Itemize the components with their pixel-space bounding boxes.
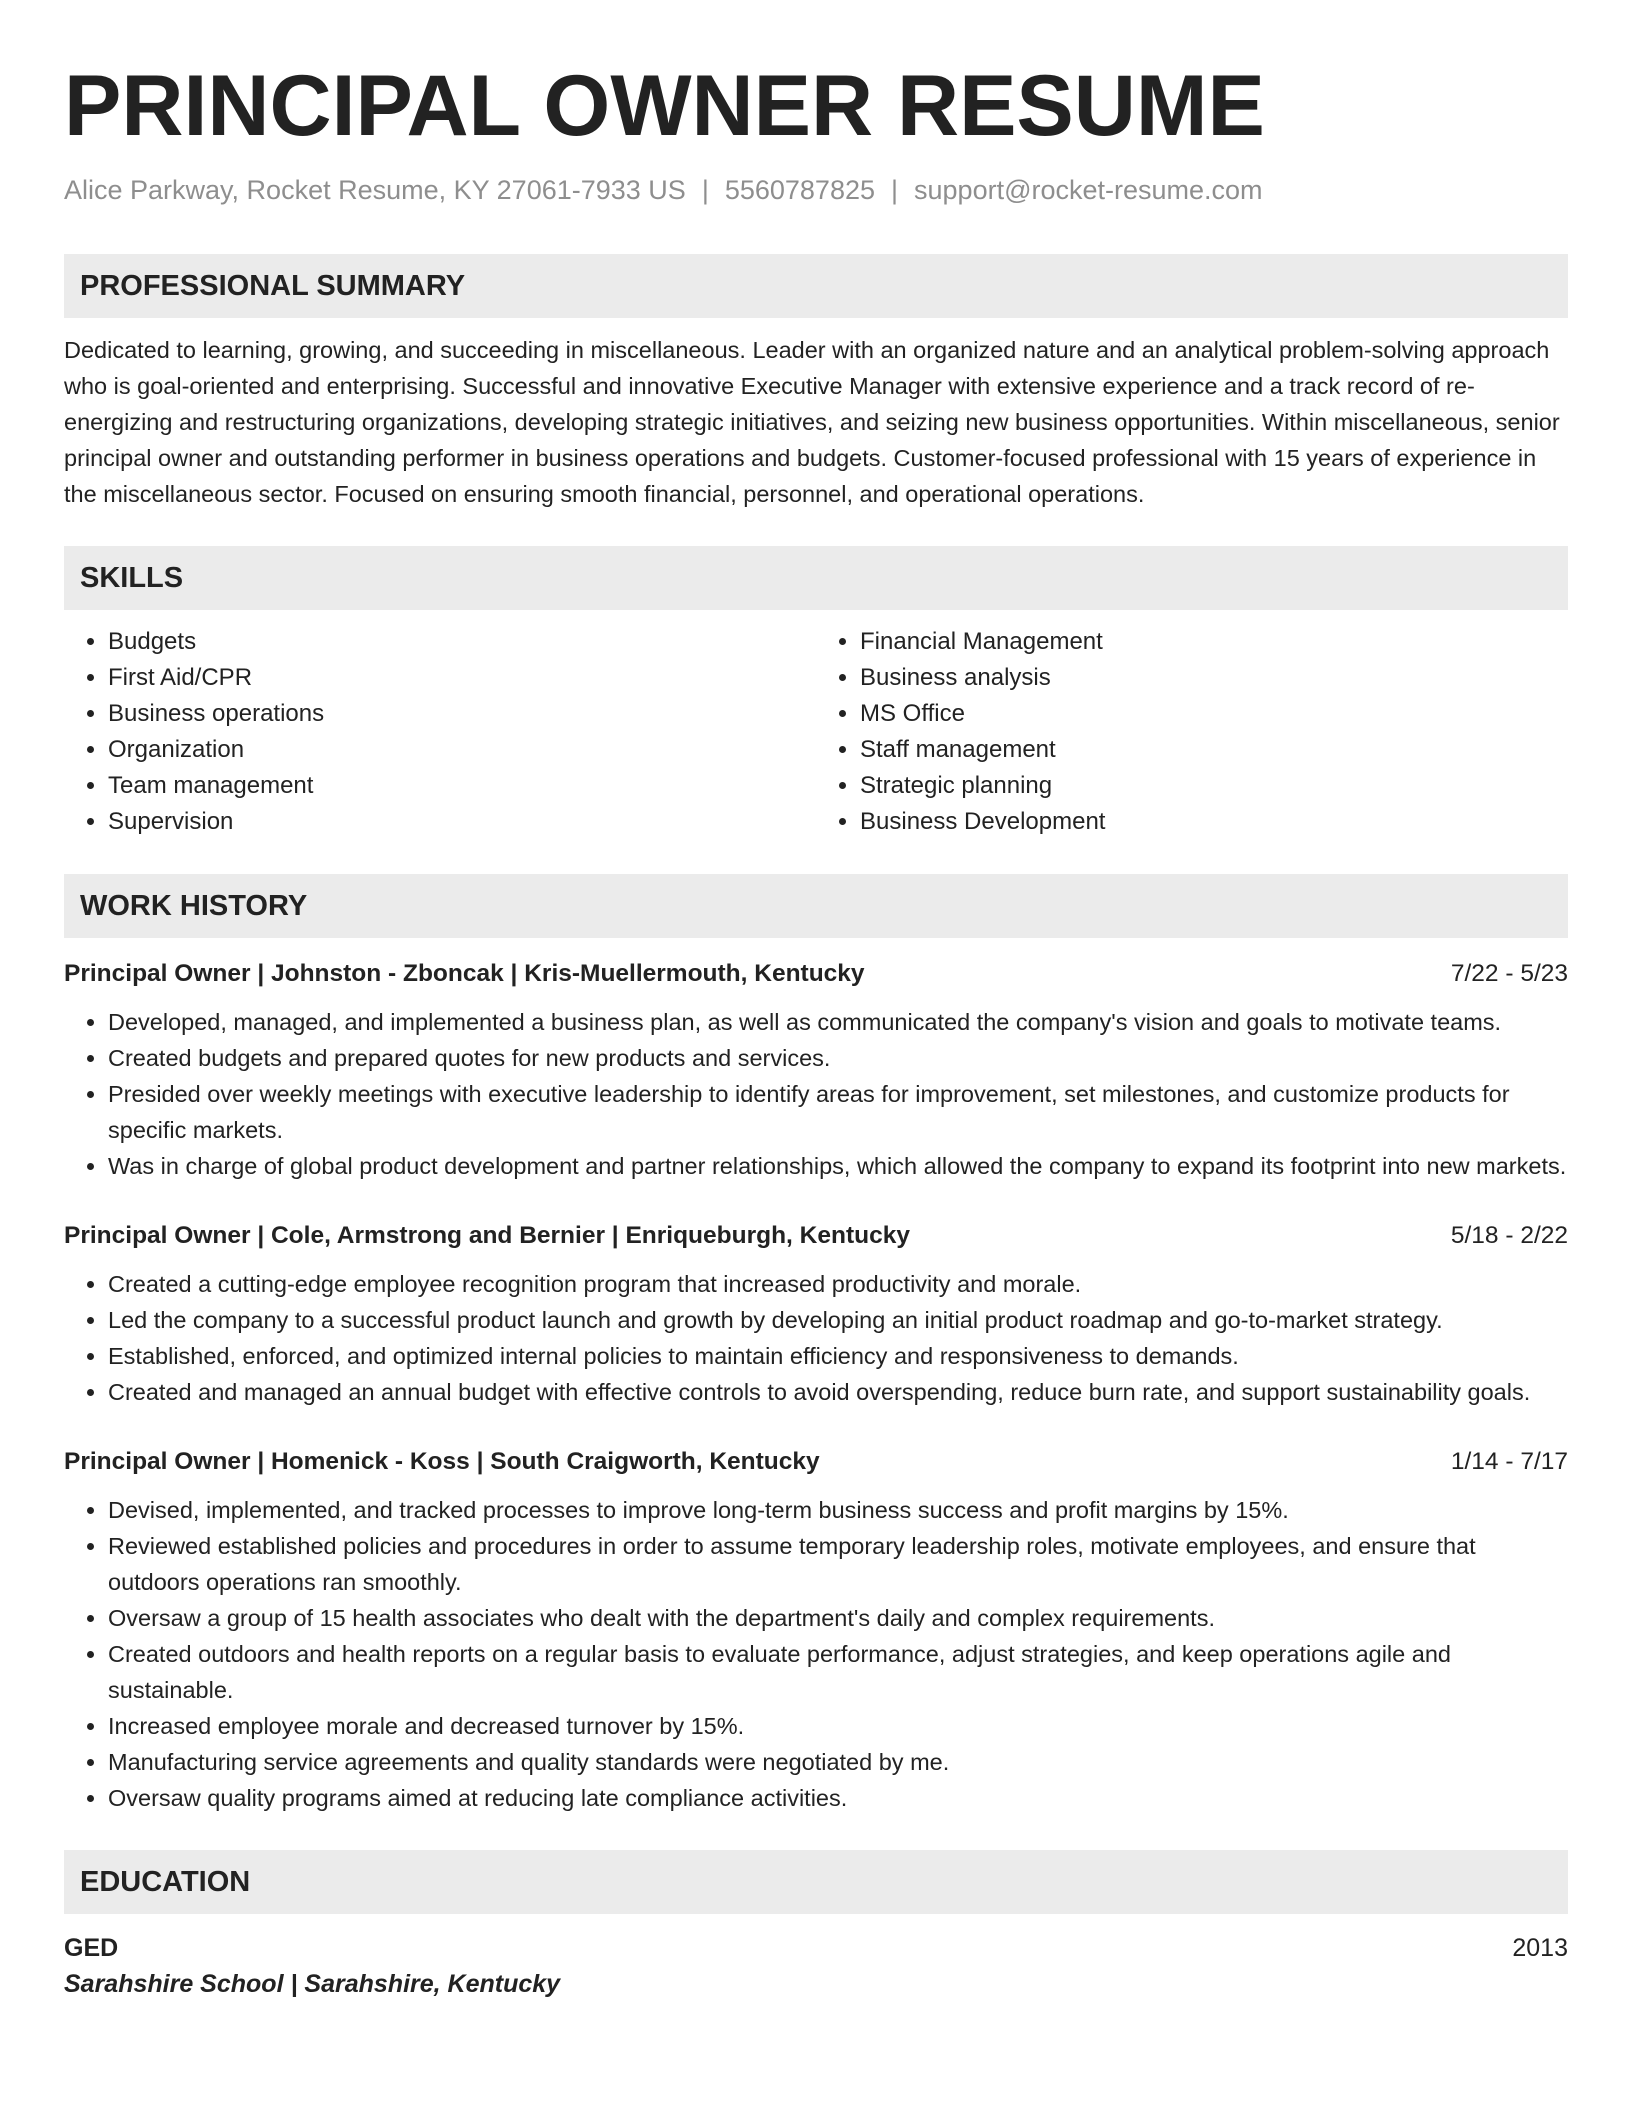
work-history-heading: WORK HISTORY [64, 874, 1568, 938]
contact-address: Alice Parkway, Rocket Resume, KY 27061-7933 US [64, 175, 686, 205]
skill-item: • MS Office [860, 696, 1568, 732]
skill-item: • Business Development [860, 804, 1568, 840]
skills-heading: SKILLS [64, 546, 1568, 610]
education-heading: EDUCATION [64, 1850, 1568, 1914]
summary-text: Dedicated to learning, growing, and succeeding in miscellaneous. Leader with an organized nature and an analytical problem-solving approach who is goal-oriented and enterprising. Successful and innovative Executive Manager with extensive experience and a track record of re-energizing and restructuring organizations, developing strategic initiatives, and seizing new business opportunities. Within miscellaneous, senior principal owner and outstanding performer in business operations and budgets. Customer-focused professional with 15 years of experience in the miscellaneous sector. Focused on ensuring smooth financial, personnel, and operational operations. [64, 337, 1560, 507]
job-bullet: • Created and managed an annual budget with effective controls to avoid overspending, reduce burn rate, and support sustainability goals. [108, 1374, 1568, 1410]
skill-item: • Budgets [108, 624, 816, 660]
skill-item: • Supervision [108, 804, 816, 840]
skill-item: • Organization [108, 732, 816, 768]
education-entry [64, 1930, 1568, 1966]
job-title: Principal Owner | Johnston - Zboncak | Kris-Muellermouth, Kentucky [64, 960, 865, 987]
education-year: 2013 [1512, 1934, 1568, 1962]
job-bullet: • Created a cutting-edge employee recognition program that increased productivity and morale. [108, 1266, 1568, 1302]
education-degree: GED [64, 1934, 119, 1962]
job-header [64, 1444, 1568, 1480]
job-bullet: • Led the company to a successful product launch and growth by developing an initial product roadmap and go-to-market strategy. [108, 1302, 1568, 1338]
job-bullet: • Established, enforced, and optimized internal policies to maintain efficiency and responsiveness to demands. [108, 1338, 1568, 1374]
job-entry [64, 956, 1568, 1184]
job-title: Principal Owner | Homenick - Koss | South Craigworth, Kentucky [64, 1448, 820, 1475]
job-bullet: • Reviewed established policies and procedures in order to assume temporary leadership roles, motivate employees, and ensure that outdoors operations ran smoothly. [108, 1528, 1568, 1600]
job-entry [64, 1444, 1568, 1816]
education-school: Sarahshire School | Sarahshire, Kentucky [64, 1970, 561, 1998]
job-title: Principal Owner | Cole, Armstrong and Bernier | Enriqueburgh, Kentucky [64, 1222, 910, 1249]
contact-separator: | [891, 175, 899, 205]
job-bullet: • Presided over weekly meetings with executive leadership to identify areas for improvement, set milestones, and customize products for specific markets. [108, 1076, 1568, 1148]
contact-phone: 5560787825 [724, 175, 875, 205]
job-bullet: • Created outdoors and health reports on a regular basis to evaluate performance, adjust strategies, and keep operations agile and sustainable. [108, 1636, 1568, 1708]
job-bullet: • Oversaw a group of 15 health associates who dealt with the department's daily and complex requirements. [108, 1600, 1568, 1636]
job-bullet: • Was in charge of global product development and partner relationships, which allowed the company to expand its footprint into new markets. [108, 1148, 1568, 1184]
skills-column-right [816, 624, 1568, 840]
skills-column-left [64, 624, 816, 840]
job-bullet: • Created budgets and prepared quotes for new products and services. [108, 1040, 1568, 1076]
summary-heading: PROFESSIONAL SUMMARY [64, 254, 1568, 318]
skill-item: • First Aid/CPR [108, 660, 816, 696]
job-dates: 5/18 - 2/22 [1450, 1222, 1568, 1249]
skill-item: • Financial Management [860, 624, 1568, 660]
job-bullet: • Increased employee morale and decreased turnover by 15%. [108, 1708, 1568, 1744]
skill-item: • Business operations [108, 696, 816, 732]
job-bullets [64, 1266, 1568, 1410]
skill-item: • Team management [108, 768, 816, 804]
skill-item: • Strategic planning [860, 768, 1568, 804]
job-dates: 1/14 - 7/17 [1450, 1448, 1568, 1475]
resume-title: PRINCIPAL OWNER RESUME [64, 58, 1265, 154]
job-header [64, 956, 1568, 992]
skill-item: • Staff management [860, 732, 1568, 768]
job-bullets [64, 1004, 1568, 1184]
contact-email: support@rocket-resume.com [914, 175, 1263, 205]
job-dates: 7/22 - 5/23 [1450, 960, 1568, 987]
contact-line [64, 172, 1568, 208]
skill-item: • Business analysis [860, 660, 1568, 696]
job-bullets [64, 1492, 1568, 1816]
job-header [64, 1218, 1568, 1254]
contact-separator: | [701, 175, 709, 205]
job-bullet: • Oversaw quality programs aimed at reducing late compliance activities. [108, 1780, 1568, 1816]
job-bullet: • Developed, managed, and implemented a business plan, as well as communicated the company's vision and goals to motivate teams. [108, 1004, 1568, 1040]
skills-list [64, 624, 1568, 840]
job-entry [64, 1218, 1568, 1410]
job-bullet: • Devised, implemented, and tracked processes to improve long-term business success and profit margins by 15%. [108, 1492, 1568, 1528]
job-bullet: • Manufacturing service agreements and quality standards were negotiated by me. [108, 1744, 1568, 1780]
